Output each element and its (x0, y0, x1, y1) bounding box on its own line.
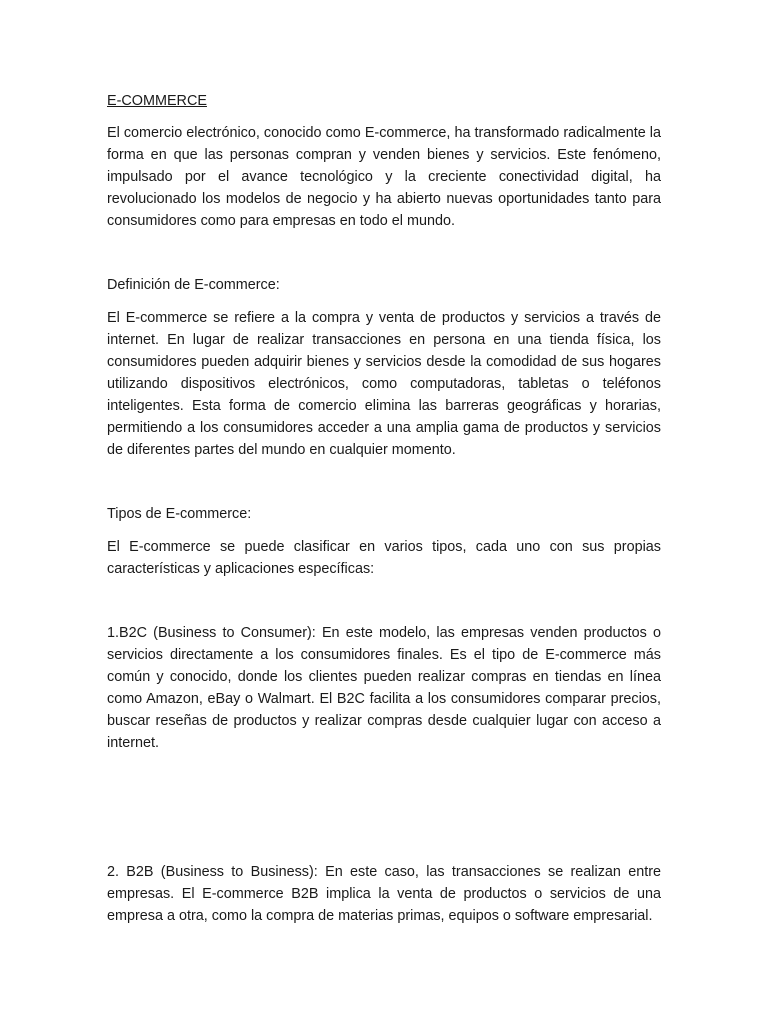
document-title: E-COMMERCE (107, 93, 207, 109)
types-heading: Tipos de E-commerce: (107, 506, 252, 522)
types-intro-paragraph: El E-commerce se puede clasificar en varios tipos, cada uno con sus propias características y aplicaciones específicas: (107, 539, 661, 577)
definition-paragraph: El E-commerce se refiere a la compra y venta de productos y servicios a través de internet. En lugar de realizar transacciones en persona en una tienda física, los consumidores pueden adquirir bienes y servicios desde la comodidad de sus hogares utilizando dispositivos electrónicos, como computadoras, tabletas o teléfonos inteligentes. Esta forma de comercio elimina las barreras geográficas y horarias, permitiendo a los consumidores acceder a una amplia gama de productos y servicios de diferentes partes del mundo en cualquier momento. (107, 310, 661, 458)
b2b-paragraph: 2. B2B (Business to Business): En este caso, las transacciones se realizan entre empresas. El E-commerce B2B implica la venta de productos o servicios de una empresa a otra, como la compra de materias primas, equipos o software empresarial. (107, 864, 661, 924)
b2c-paragraph: 1.B2C (Business to Consumer): En este modelo, las empresas venden productos o servicios directamente a los consumidores finales. Es el tipo de E-commerce más común y conocido, donde los clientes pueden realizar compras en tiendas en línea como Amazon, eBay o Walmart. El B2C facilita a los consumidores comparar precios, buscar reseñas de productos y realizar compras desde cualquier lugar con acceso a internet. (107, 625, 661, 751)
intro-paragraph: El comercio electrónico, conocido como E-commerce, ha transformado radicalmente la forma en que las personas compran y venden bienes y servicios. Este fenómeno, impulsado por el avance tecnológico y la creciente conectividad digital, ha revolucionado los modelos de negocio y ha abierto nuevas oportunidades tanto para consumidores como para empresas en todo el mundo. (107, 125, 661, 229)
definition-heading: Definición de E-commerce: (107, 277, 280, 293)
